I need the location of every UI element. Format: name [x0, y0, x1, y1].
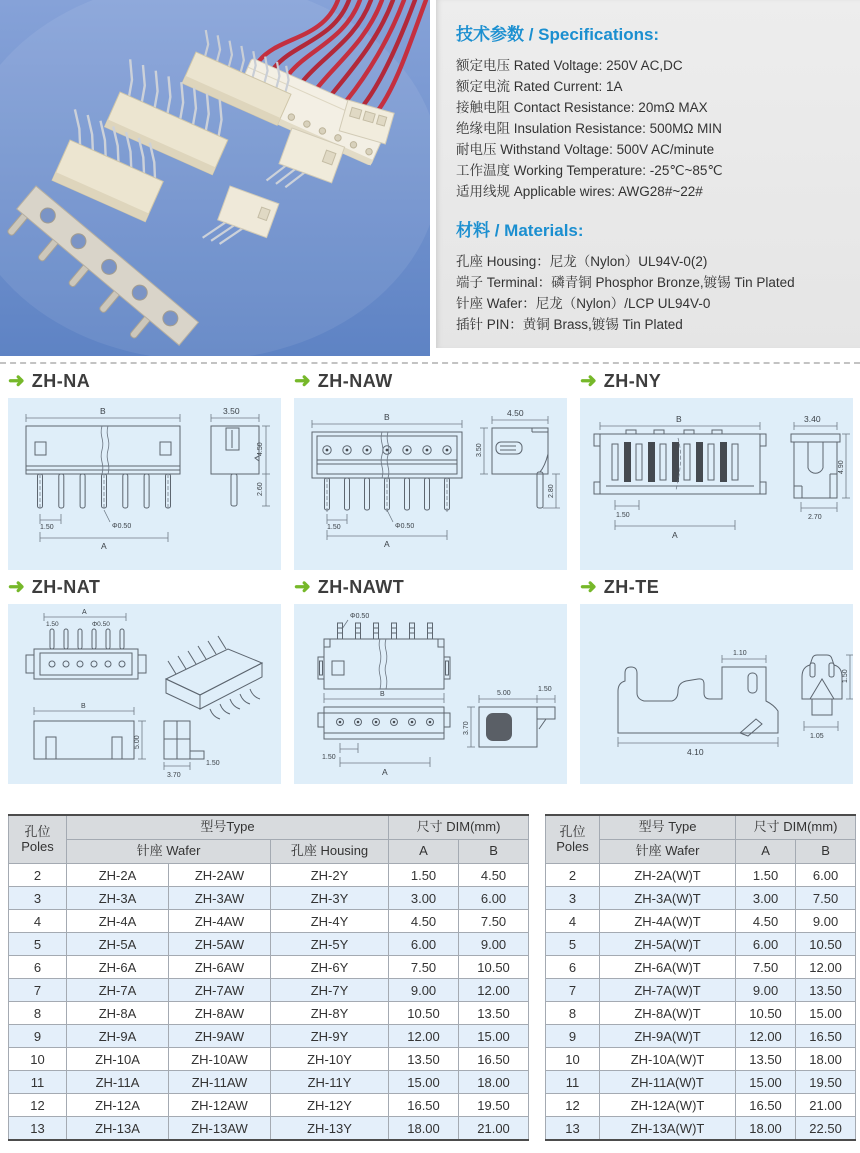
table-cell: ZH-10Y [271, 1048, 389, 1071]
green-arrow-icon: ➜ [294, 576, 311, 598]
table-cell: 12.00 [389, 1025, 459, 1048]
table-cell: ZH-9A(W)T [600, 1025, 736, 1048]
svg-text:3.70: 3.70 [167, 772, 181, 779]
table-cell: ZH-8A(W)T [600, 1002, 736, 1025]
table-cell: 3 [546, 887, 600, 910]
section-header-zh-nawt [294, 570, 567, 604]
section-header-zh-ny [580, 364, 853, 398]
svg-text:5.00: 5.00 [497, 690, 511, 697]
header-housing: 孔座 Housing [271, 840, 389, 864]
table-cell: 19.50 [796, 1071, 856, 1094]
spec-table-left [8, 814, 529, 1141]
svg-text:4.50: 4.50 [507, 408, 524, 418]
table-cell: 10.50 [459, 956, 529, 979]
table-cell: 9 [9, 1025, 67, 1048]
table-cell: ZH-2AW [169, 864, 271, 887]
table-cell: 2 [9, 864, 67, 887]
drawing-zh-te [580, 604, 853, 784]
svg-text:1.50: 1.50 [538, 686, 552, 693]
table-row [546, 1117, 856, 1141]
green-arrow-icon: ➜ [8, 576, 25, 598]
section-header-zh-te [580, 570, 853, 604]
green-arrow-icon: ➜ [580, 370, 597, 392]
section-title: ZH-NY [603, 370, 662, 391]
svg-text:A: A [672, 530, 678, 540]
table-cell: 12.00 [796, 956, 856, 979]
svg-text:3.40: 3.40 [804, 414, 821, 424]
table-cell: ZH-6AW [169, 956, 271, 979]
table-cell: ZH-2Y [271, 864, 389, 887]
table-cell: 7.50 [796, 887, 856, 910]
header-poles: 孔位 Poles [9, 815, 67, 864]
drawing-zh-ny [580, 398, 853, 570]
table-cell: 4 [546, 910, 600, 933]
table-row [546, 910, 856, 933]
table-cell: ZH-4AW [169, 910, 271, 933]
header-type: 型号 Type [600, 815, 736, 840]
svg-text:1.50: 1.50 [206, 760, 220, 767]
table-cell: 4.50 [389, 910, 459, 933]
svg-text:4.50: 4.50 [257, 442, 264, 456]
svg-text:B: B [380, 691, 385, 698]
svg-text:2.80: 2.80 [548, 484, 555, 498]
svg-text:A: A [101, 541, 107, 551]
table-cell: 6 [9, 956, 67, 979]
table-cell: 19.50 [459, 1094, 529, 1117]
table-cell: ZH-5AW [169, 933, 271, 956]
table-cell: ZH-11A(W)T [600, 1071, 736, 1094]
table-cell: ZH-13A [67, 1117, 169, 1141]
table-cell: 5 [546, 933, 600, 956]
table-cell: 4.50 [459, 864, 529, 887]
table-cell: ZH-9A [67, 1025, 169, 1048]
table-cell: 12.00 [459, 979, 529, 1002]
section-title: ZH-TE [603, 576, 660, 597]
header-col-a: A [389, 840, 459, 864]
spec-line: 额定电流 Rated Current: 1A [456, 79, 623, 94]
table-cell: 6.00 [459, 887, 529, 910]
table-cell: ZH-13A(W)T [600, 1117, 736, 1141]
table-cell: 15.00 [389, 1071, 459, 1094]
table-row [9, 864, 529, 887]
header-type: 型号Type [67, 815, 389, 840]
table-cell: 10.50 [389, 1002, 459, 1025]
table-cell: ZH-3A(W)T [600, 887, 736, 910]
table-cell: 21.00 [796, 1094, 856, 1117]
table-cell: 15.00 [796, 1002, 856, 1025]
table-cell: ZH-11A [67, 1071, 169, 1094]
product-photo [0, 0, 430, 356]
material-line: 孔座 Housing：尼龙（Nylon）UL94V-0(2) [456, 254, 708, 269]
drawing-zh-na [8, 398, 281, 570]
table-cell: ZH-7Y [271, 979, 389, 1002]
svg-text:3.70: 3.70 [463, 721, 470, 735]
table-cell: 3 [9, 887, 67, 910]
table-cell: 6 [546, 956, 600, 979]
table-cell: ZH-8AW [169, 1002, 271, 1025]
tables-section [0, 814, 860, 1151]
table-cell: ZH-4A(W)T [600, 910, 736, 933]
table-row [9, 1071, 529, 1094]
svg-text:1.50: 1.50 [40, 524, 54, 531]
table-cell: 7.50 [389, 956, 459, 979]
section-headers-row-2 [0, 570, 860, 604]
header-poles: 孔位 Poles [546, 815, 600, 864]
svg-text:B: B [384, 412, 390, 422]
table-cell: ZH-3Y [271, 887, 389, 910]
svg-text:B: B [676, 414, 682, 424]
table-cell: 3.00 [389, 887, 459, 910]
table-cell: ZH-7AW [169, 979, 271, 1002]
table-cell: 9.00 [389, 979, 459, 1002]
table-cell: 6.00 [736, 933, 796, 956]
table-row [9, 910, 529, 933]
table-row [546, 1025, 856, 1048]
table-row [9, 1048, 529, 1071]
table-row [546, 979, 856, 1002]
material-line: 端子 Terminal：磷青铜 Phosphor Bronze,镀锡 Tin Plated [456, 275, 795, 290]
section-title: ZH-NAT [31, 576, 101, 597]
svg-text:2.60: 2.60 [257, 482, 264, 496]
svg-text:4.10: 4.10 [687, 747, 704, 757]
table-cell: ZH-9Y [271, 1025, 389, 1048]
table-row [546, 864, 856, 887]
table-cell: ZH-3AW [169, 887, 271, 910]
spec-line: 额定电压 Rated Voltage: 250V AC,DC [456, 58, 683, 73]
table-cell: 7.50 [459, 910, 529, 933]
green-arrow-icon: ➜ [580, 576, 597, 598]
table-cell: ZH-6Y [271, 956, 389, 979]
table-row [546, 1071, 856, 1094]
table-cell: 3.00 [736, 887, 796, 910]
table-cell: ZH-5A(W)T [600, 933, 736, 956]
svg-text:1.50: 1.50 [842, 669, 849, 683]
table-row [546, 956, 856, 979]
table-cell: 21.00 [459, 1117, 529, 1141]
table-cell: 11 [9, 1071, 67, 1094]
section-headers-row-1 [0, 364, 860, 398]
table-cell: 10 [546, 1048, 600, 1071]
section-header-zh-nat [8, 570, 281, 604]
svg-text:B: B [100, 406, 106, 416]
table-cell: ZH-7A [67, 979, 169, 1002]
drawing-panels-row-1 [0, 398, 860, 570]
table-cell: 7.50 [736, 956, 796, 979]
table-cell: ZH-8Y [271, 1002, 389, 1025]
table-cell: 8 [9, 1002, 67, 1025]
svg-text:3.50: 3.50 [223, 406, 240, 416]
svg-text:1.50: 1.50 [616, 512, 630, 519]
table-cell: 10.50 [736, 1002, 796, 1025]
svg-text:1.50: 1.50 [46, 621, 59, 628]
svg-text:1.05: 1.05 [810, 733, 824, 740]
table-row [9, 1117, 529, 1141]
table-cell: 18.00 [389, 1117, 459, 1141]
svg-text:A: A [382, 767, 388, 777]
table-cell: 11 [546, 1071, 600, 1094]
drawing-zh-nat [8, 604, 281, 784]
table-row [9, 956, 529, 979]
table-cell: 9.00 [736, 979, 796, 1002]
svg-text:1.50: 1.50 [327, 524, 341, 531]
green-arrow-icon: ➜ [8, 370, 25, 392]
table-cell: 18.00 [796, 1048, 856, 1071]
materials-title-zh: 材料 [456, 221, 490, 240]
table-row [546, 1048, 856, 1071]
table-cell: 13.50 [389, 1048, 459, 1071]
table-cell: 16.50 [796, 1025, 856, 1048]
table-cell: ZH-13Y [271, 1117, 389, 1141]
header-dim: 尺寸 DIM(mm) [736, 815, 856, 840]
table-cell: ZH-6A(W)T [600, 956, 736, 979]
table-row [9, 979, 529, 1002]
svg-text:Φ0.50: Φ0.50 [350, 613, 370, 620]
material-line: 插针 PIN：黄铜 Brass,镀锡 Tin Plated [456, 317, 683, 332]
svg-text:Φ0.50: Φ0.50 [112, 523, 132, 530]
table-cell: 18.00 [459, 1071, 529, 1094]
spec-table-right [545, 814, 856, 1141]
table-cell: ZH-2A [67, 864, 169, 887]
section-header-zh-naw [294, 364, 567, 398]
materials-title: 材料 / Materials: [456, 221, 584, 240]
specs-title-en: Specifications: [538, 25, 660, 44]
header-dim: 尺寸 DIM(mm) [389, 815, 529, 840]
table-row [546, 887, 856, 910]
table-cell: 7 [546, 979, 600, 1002]
table-cell: 16.50 [736, 1094, 796, 1117]
table-cell: ZH-5A [67, 933, 169, 956]
table-cell: 13.50 [459, 1002, 529, 1025]
table-cell: ZH-2A(W)T [600, 864, 736, 887]
table-cell: ZH-5Y [271, 933, 389, 956]
table-cell: 9.00 [796, 910, 856, 933]
header-col-a: A [736, 840, 796, 864]
table-cell: 10 [9, 1048, 67, 1071]
table-cell: ZH-4A [67, 910, 169, 933]
drawing-zh-nawt [294, 604, 567, 784]
svg-text:4.90: 4.90 [838, 460, 845, 474]
table-cell: 4.50 [736, 910, 796, 933]
green-arrow-icon: ➜ [294, 370, 311, 392]
drawing-panels-row-2 [0, 604, 860, 784]
materials-title-en: Materials: [504, 221, 584, 240]
svg-text:5.00: 5.00 [134, 735, 141, 749]
table-cell: ZH-12A(W)T [600, 1094, 736, 1117]
header-wafer: 针座 Wafer [600, 840, 736, 864]
table-cell: ZH-6A [67, 956, 169, 979]
table-cell: ZH-12AW [169, 1094, 271, 1117]
table-cell: 6.00 [796, 864, 856, 887]
table-cell: ZH-4Y [271, 910, 389, 933]
table-cell: 5 [9, 933, 67, 956]
table-cell: 2 [546, 864, 600, 887]
table-cell: 13 [9, 1117, 67, 1141]
svg-text:A: A [82, 609, 87, 616]
table-cell: ZH-12A [67, 1094, 169, 1117]
svg-text:2.70: 2.70 [808, 514, 822, 521]
table-cell: 15.00 [459, 1025, 529, 1048]
spec-line: 接触电阻 Contact Resistance: 20mΩ MAX [456, 100, 708, 115]
table-cell: 10.50 [796, 933, 856, 956]
spec-line: 绝缘电阻 Insulation Resistance: 500MΩ MIN [456, 121, 722, 136]
table-cell: 12 [546, 1094, 600, 1117]
table-row [9, 933, 529, 956]
product-photo-canvas [0, 0, 430, 356]
table-cell: ZH-11AW [169, 1071, 271, 1094]
table-cell: ZH-13AW [169, 1117, 271, 1141]
table-cell: ZH-10AW [169, 1048, 271, 1071]
section-title: ZH-NAWT [317, 576, 405, 597]
table-row [9, 1094, 529, 1117]
table-row [9, 887, 529, 910]
svg-text:Φ0.50: Φ0.50 [92, 621, 110, 628]
table-cell: ZH-8A [67, 1002, 169, 1025]
header-col-b: B [459, 840, 529, 864]
table-row [546, 1002, 856, 1025]
table-cell: 1.50 [736, 864, 796, 887]
svg-text:1.50: 1.50 [322, 754, 336, 761]
table-cell: 4 [9, 910, 67, 933]
table-cell: ZH-12Y [271, 1094, 389, 1117]
svg-text:A: A [384, 539, 390, 549]
specs-title-zh: 技术参数 [456, 25, 524, 44]
table-row [9, 1002, 529, 1025]
spec-line: 耐电压 Withstand Voltage: 500V AC/minute [456, 142, 715, 157]
table-cell: 18.00 [736, 1117, 796, 1141]
table-row [9, 1025, 529, 1048]
table-cell: ZH-7A(W)T [600, 979, 736, 1002]
svg-text:Φ0.50: Φ0.50 [395, 523, 415, 530]
table-cell: 9 [546, 1025, 600, 1048]
table-cell: 13 [546, 1117, 600, 1141]
header-wafer: 针座 Wafer [67, 840, 271, 864]
table-cell: ZH-10A(W)T [600, 1048, 736, 1071]
table-cell: ZH-9AW [169, 1025, 271, 1048]
specs-title: 技术参数 / Specifications: [456, 25, 660, 44]
table-cell: ZH-10A [67, 1048, 169, 1071]
svg-text:B: B [81, 703, 86, 710]
table-cell: ZH-3A [67, 887, 169, 910]
table-cell: 13.50 [796, 979, 856, 1002]
table-cell: 8 [546, 1002, 600, 1025]
spec-line: 适用线规 Applicable wires: AWG28#~22# [456, 184, 703, 199]
table-cell: 16.50 [459, 1048, 529, 1071]
section-header-zh-na [8, 364, 281, 398]
drawing-zh-naw [294, 398, 567, 570]
svg-text:3.50: 3.50 [476, 443, 483, 457]
spec-panel [436, 0, 860, 348]
table-cell: 6.00 [389, 933, 459, 956]
material-line: 针座 Wafer：尼龙（Nylon）/LCP UL94V-0 [456, 296, 711, 311]
section-title: ZH-NAW [317, 370, 393, 391]
table-cell: 9.00 [459, 933, 529, 956]
table-cell: 22.50 [796, 1117, 856, 1141]
table-cell: 12 [9, 1094, 67, 1117]
table-cell: ZH-11Y [271, 1071, 389, 1094]
section-title: ZH-NA [31, 370, 91, 391]
top-section [0, 0, 860, 356]
spec-line: 工作温度 Working Temperature: -25℃~85℃ [456, 163, 723, 178]
table-cell: 13.50 [736, 1048, 796, 1071]
table-cell: 1.50 [389, 864, 459, 887]
table-cell: 12.00 [736, 1025, 796, 1048]
table-cell: 15.00 [736, 1071, 796, 1094]
table-row [546, 933, 856, 956]
table-cell: 16.50 [389, 1094, 459, 1117]
table-row [546, 1094, 856, 1117]
table-cell: 7 [9, 979, 67, 1002]
header-col-b: B [796, 840, 856, 864]
svg-text:1.10: 1.10 [733, 650, 747, 657]
